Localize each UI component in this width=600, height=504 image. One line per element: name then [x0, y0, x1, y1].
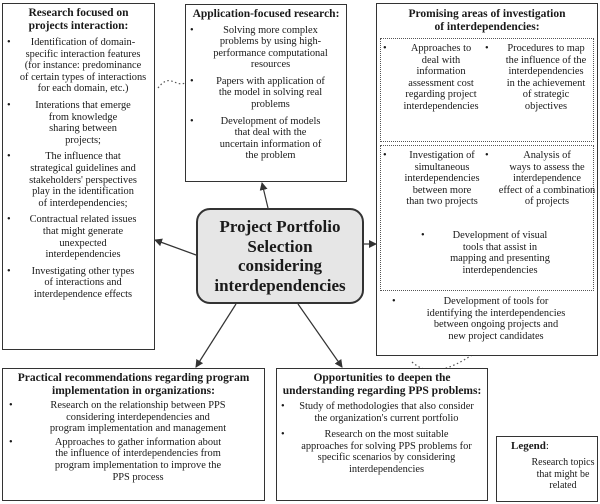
list-item: • Approaches to deal with information assessment cost regarding project interdependencies [383, 43, 479, 112]
arrow-to-bottom-left-box [196, 304, 236, 367]
list-item: • Investigating other types of interactions and interdependence effects [7, 265, 135, 300]
box-title: Application-focused research: [192, 8, 340, 20]
list-item: • The influence that strategical guidelines and stakeholders' perspectives play in the identification of interdependencies; [7, 151, 137, 209]
list-item: • Identification of domain- specific interaction features (for instance: predominance of certain types of interactions for each domain, etc.) [7, 37, 147, 95]
research-projects-interaction-box [2, 3, 155, 350]
legend-box [496, 436, 598, 502]
list-item: • Investigation of simultaneous interdependencies between more than two projects [383, 150, 480, 208]
list-item: • Approaches to gather information about the influence of interdependencies from program implementation to improve the PPS process [9, 436, 222, 483]
list-item: • Papers with application of the model in solving real problems [190, 75, 325, 111]
legend-title: Legend: [511, 440, 549, 452]
related-topics-group-1 [380, 38, 594, 142]
related-topics-group-2 [380, 145, 594, 291]
list-item: • Development of visual tools that assist in mapping and presenting interdependencies [421, 230, 550, 276]
list-item: • Procedures to map the influence of the interdependencies in the achievement of strategic objectives [485, 43, 587, 112]
arrow-to-bottom-mid-box [298, 304, 342, 367]
box-title: Promising areas of investigation of interdependencies: [408, 8, 566, 33]
central-topic-node: Project Portfolio Selection considering interdependencies [196, 208, 364, 304]
list-item: • Study of methodologies that also consider the organization's current portfolio [281, 401, 474, 424]
box-title: Practical recommendations regarding program implementation in organizations: [17, 372, 250, 397]
list-item: • Interations that emerge from knowledge sharing between projects; [7, 99, 131, 146]
opportunities-deepen-box [276, 368, 488, 501]
list-item: • Contractual related issues that might generate unexpected interdependencies [7, 214, 137, 261]
application-focused-research-box [185, 4, 347, 182]
arrow-to-top-box [262, 183, 268, 208]
box-title: Research focused on projects interaction: [28, 7, 129, 32]
list-item: • Development of tools for identifying the interdependencies between ongoing projects and new project candidates [392, 296, 566, 342]
box-title: Opportunities to deepen the understanding regarding PPS problems: [282, 372, 482, 397]
arrow-to-left-box [155, 240, 196, 255]
practical-recommendations-box [2, 368, 265, 501]
list-item: • Research on the most suitable approaches for solving PPS problems for specific scenarios by considering interdependencies [281, 429, 472, 475]
list-item: • Development of models that deal with the uncertain information of the problem [190, 115, 322, 162]
list-item: • Solving more complex problems by using high- performance computational resources [190, 24, 328, 71]
list-item: • Analysis of ways to assess the interdependence effect of a combination of projects [485, 150, 596, 208]
list-item: • Research on the relationship between PPS considering interdependencies and program implementation and management [9, 400, 227, 435]
legend-description: Research topics that might be related [531, 457, 595, 491]
